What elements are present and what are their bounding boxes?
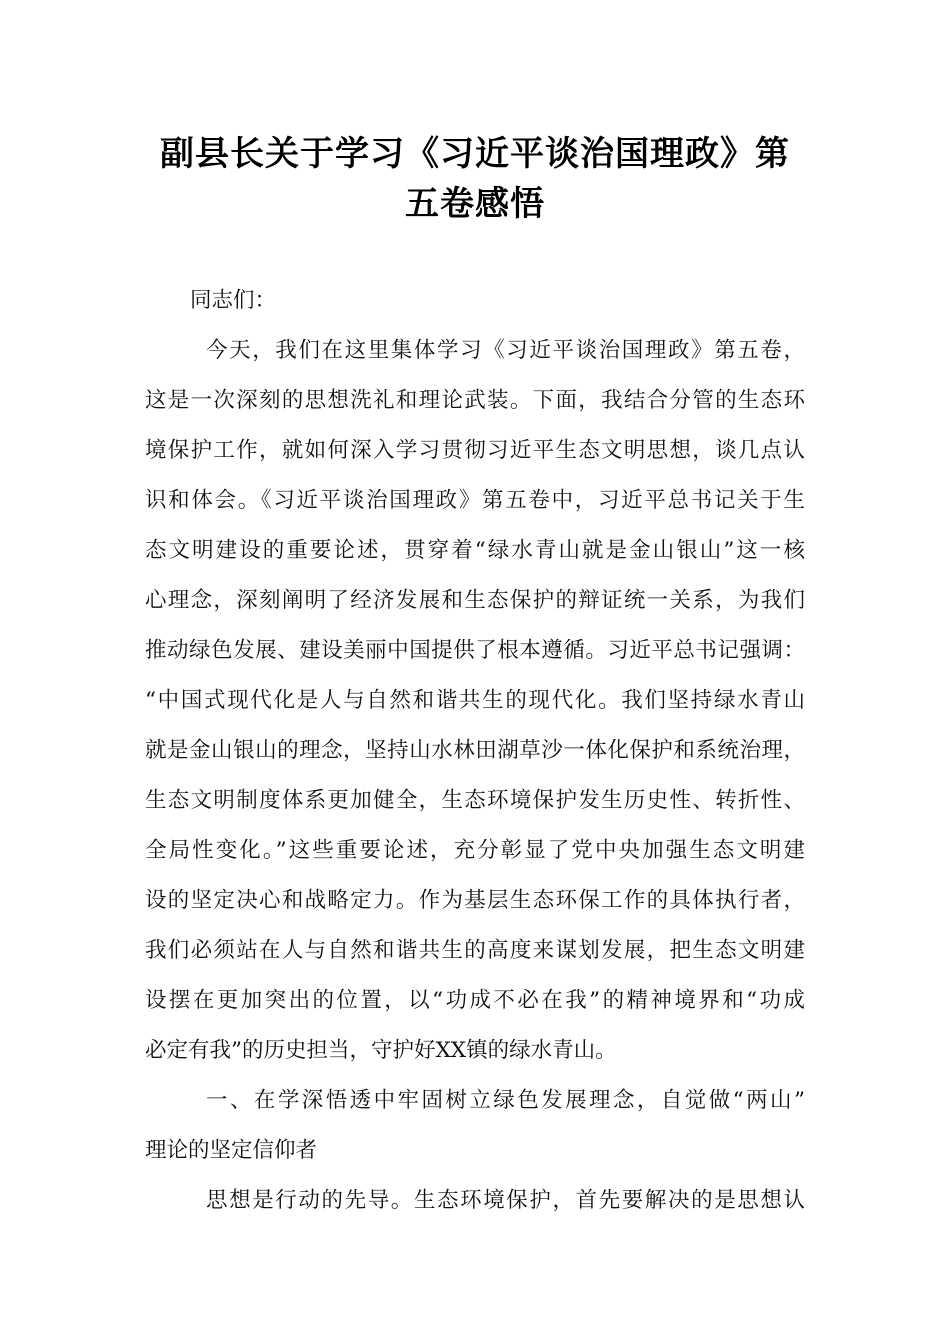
paragraph-line: 思想是行动的先导。生态环境保护，首先要解决的是思想认 <box>206 1188 805 1213</box>
paragraph-line: 心理念，深刻阐明了经济发展和生态保护的辩证统一关系，为我们 <box>145 588 805 613</box>
paragraph-line: 设摆在更加突出的位置，以“功成不必在我”的精神境界和“功成 <box>145 988 805 1013</box>
paragraph-line: 设的坚定决心和战略定力。作为基层生态环保工作的具体执行者， <box>145 888 805 913</box>
paragraph-line: 生态文明制度体系更加健全，生态环境保护发生历史性、转折性、 <box>145 788 805 813</box>
document-title-line-1: 副县长关于学习《习近平谈治国理政》第 <box>160 134 790 174</box>
paragraph-line: 这是一次深刻的思想洗礼和理论武装。下面，我结合分管的生态环 <box>145 388 805 413</box>
paragraph-line: 今天，我们在这里集体学习《习近平谈治国理政》第五卷， <box>206 338 805 363</box>
section-heading-line: 理论的坚定信仰者 <box>145 1138 318 1163</box>
paragraph-line: “中国式现代化是人与自然和谐共生的现代化。我们坚持绿水青山 <box>145 688 805 713</box>
document-title-line-2: 五卷感悟 <box>405 184 545 224</box>
paragraph-line: 态文明建设的重要论述，贯穿着“绿水青山就是金山银山”这一核 <box>145 538 805 563</box>
paragraph-line: 推动绿色发展、建设美丽中国提供了根本遵循。习近平总书记强调： <box>145 638 805 663</box>
section-heading-line: 一、在学深悟透中牢固树立绿色发展理念，自觉做“两山” <box>206 1088 805 1113</box>
greeting: 同志们： <box>190 288 277 313</box>
paragraph-line: 我们必须站在人与自然和谐共生的高度来谋划发展，把生态文明建 <box>145 938 805 963</box>
paragraph-line: 全局性变化。”这些重要论述，充分彰显了党中央加强生态文明建 <box>145 838 805 863</box>
paragraph-line: 境保护工作，就如何深入学习贯彻习近平生态文明思想，谈几点认 <box>145 438 805 463</box>
paragraph-line: 必定有我”的历史担当，守护好XX镇的绿水青山。 <box>145 1038 617 1063</box>
paragraph-line: 识和体会。《习近平谈治国理政》第五卷中，习近平总书记关于生 <box>145 488 805 513</box>
paragraph-line: 就是金山银山的理念，坚持山水林田湖草沙一体化保护和系统治理， <box>145 738 805 763</box>
